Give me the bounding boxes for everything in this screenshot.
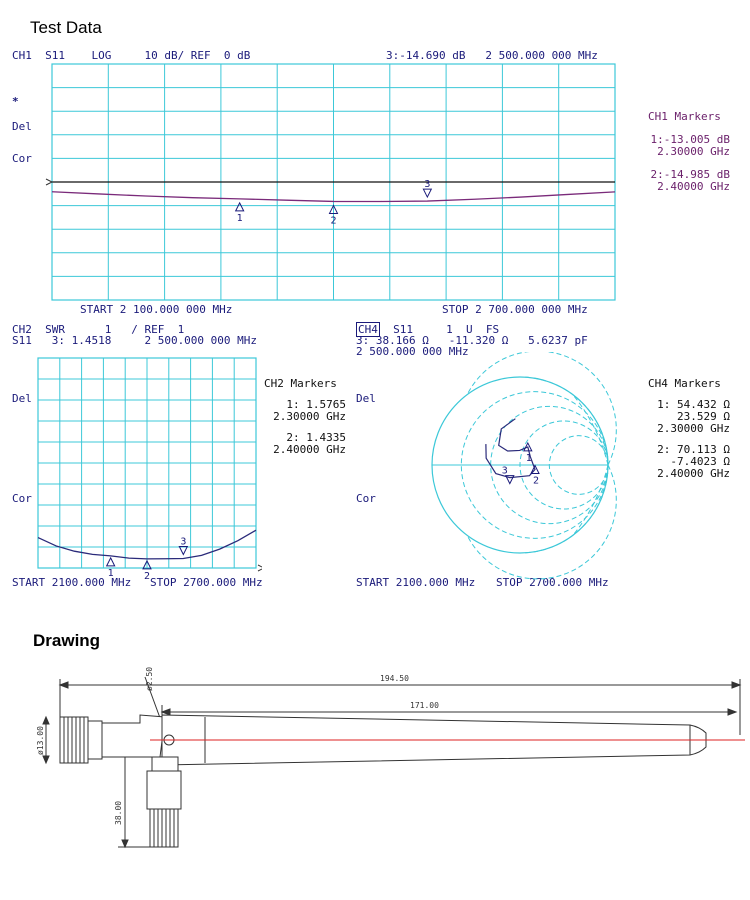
dim-diameter-label: ø13.00 [36,726,45,755]
ch2-marker-2: 2: 1.4335 2.40000 GHz [273,431,346,456]
ch4-header-line3: 2 500.000 000 MHz [356,345,469,358]
ch1-marker-2: 2:-14.985 dB 2.40000 GHz [650,168,730,193]
hinge-body [102,715,165,757]
sma-connector-body [147,771,181,809]
ch4-markers-title: CH4 Markers [648,377,721,390]
ch4-reactance-arc [467,352,616,465]
ch2-del-label: Del [12,392,32,405]
dim-pivot-label: ø2.50 [145,666,154,691]
ch1-marker-1: 1:-13.005 dB 2.30000 GHz [650,133,730,158]
ch1-del-label: Del [12,120,32,133]
ch2-stop-label: STOP 2700.000 MHz [150,576,263,589]
dim-whip-label: 171.00 [410,701,439,710]
ch1-header-left: CH1 S11 LOG 10 dB/ REF 0 dB [12,49,251,62]
ch4-marker-label: 1 [525,452,532,464]
ch1-markers-title: CH1 Markers [648,110,721,123]
ch1-marker-label: 1 [236,212,243,224]
ch1-marker-1 [236,203,244,211]
ch4-channel-box: CH4 [358,323,378,336]
ch1-cor-label: Cor [12,152,32,165]
ch2-marker-1: 1: 1.5765 2.30000 GHz [273,398,346,423]
antenna-drawing [0,655,750,900]
ch1-asterisk: * [12,95,19,108]
ch1-header-right: 3:-14.690 dB 2 500.000 000 MHz [386,49,598,62]
ch2-markers-title: CH2 Markers [264,377,337,390]
ch4-reactance-arc [467,465,616,579]
ch2-marker-label: 3 [180,536,187,548]
dim-total-label: 194.50 [380,674,409,683]
ch2-reference-pointer [258,565,262,571]
ch4-stop-label: STOP 2700.000 MHz [496,576,609,589]
drawing-heading: Drawing [33,631,101,650]
ch1-marker-3 [423,189,431,197]
ch1-start-label: START 2 100.000 000 MHz [80,303,233,316]
ch4-marker-label: 3 [501,465,508,477]
ch2-header-line2: S11 3: 1.4518 2 500.000 000 MHz [12,334,258,347]
ch1-s11-log-chart [40,58,620,308]
ch2-marker-label: 1 [107,567,114,579]
ch4-marker-2: 2: 70.113 Ω -7.4023 Ω 2.40000 GHz [657,443,730,480]
ch4-smith-chart [420,352,620,582]
ch1-marker-label: 2 [330,215,337,227]
ch4-del-label: Del [356,392,376,405]
dim-height-label: 38.00 [114,800,123,825]
ch1-stop-label: STOP 2 700.000 000 MHz [442,303,588,316]
ch2-cor-label: Cor [12,492,32,505]
ch4-marker-label: 2 [533,475,540,487]
ch4-reactance-arc [520,377,608,465]
ch2-start-label: START 2100.000 MHz [12,576,132,589]
ch4-start-label: START 2100.000 MHz [356,576,476,589]
ch4-header-line1: CH4 S11 1 U FS [358,323,500,336]
ch2-marker-3 [179,547,187,555]
ch2-header-line1: CH2 SWR 1 / REF 1 [12,323,185,336]
ch4-cor-label: Cor [356,492,376,505]
ch2-marker-label: 2 [144,570,151,582]
ch1-marker-label: 3 [424,179,431,191]
test-data-heading: Test Data [30,18,102,37]
ch1-reference-pointer [46,179,52,185]
ch4-header-line2: 3: 38.166 Ω -11.320 Ω 5.6237 pF [356,334,588,347]
ch2-marker-1 [107,558,115,566]
ch4-marker-1: 1: 54.432 Ω 23.529 Ω 2.30000 GHz [657,398,730,435]
ch2-swr-chart [32,352,262,582]
